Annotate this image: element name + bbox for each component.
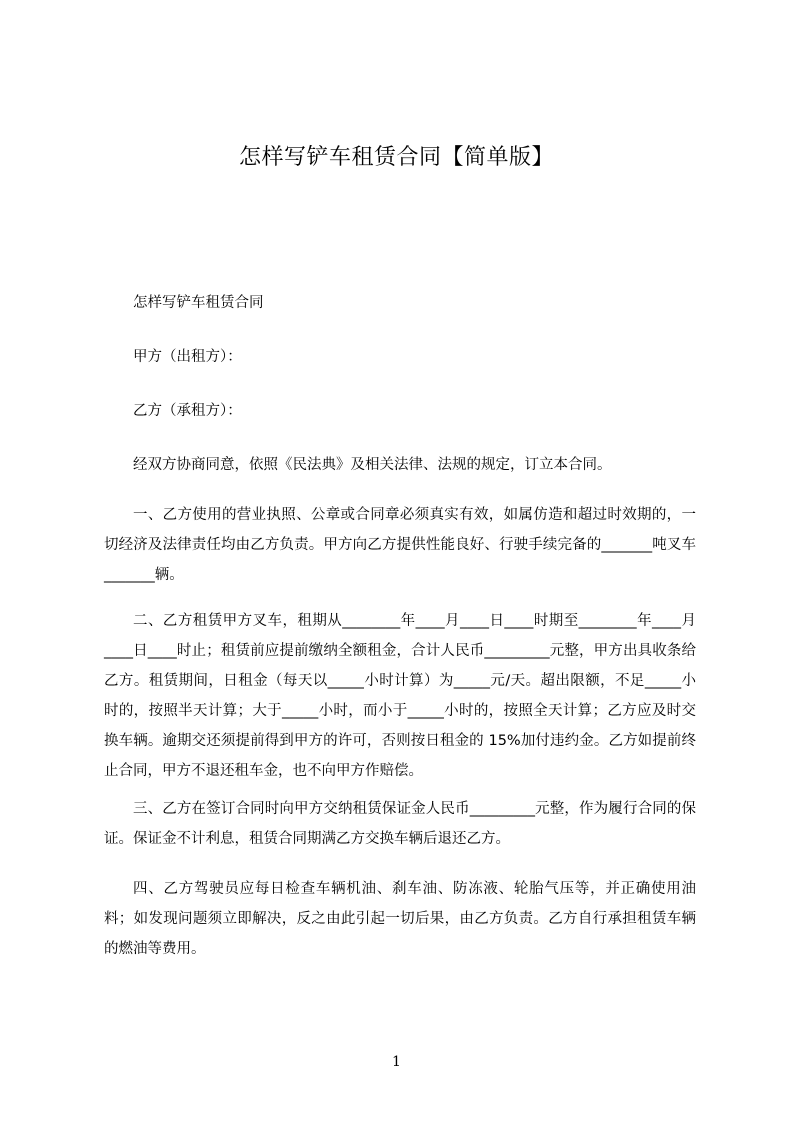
paragraph-heading: 怎样写铲车租赁合同 (133, 295, 264, 311)
paragraph-clause-1: 一、乙方使用的营业执照、公章或合同章必须真实有效，如属仿造和超过时效期的，一切经济及法律责任均由乙方负责。甲方向乙方提供性能良好、行驶手续完备的_______吨叉车_______辆。 (104, 507, 696, 583)
paragraph-clause-2: 二、乙方租赁甲方叉车，租期从________年____月____日____时期至________年____月____日____时止；租赁前应提前缴纳全额租金，合计人民币_________元整，甲方出具收条给乙方。租赁期间，日租金（每天以_____小时计算）为_____元/天。超出限额，不足_____小时的，按照半天计算；大于_____小时，而小于_____小时的，按照全天计算；乙方应及时交换车辆。逾期交还须提前得到甲方的许可，否则按日租金的 15%加付违约金。乙方如提前终止合同，甲方不退还租车金，也不向甲方作赔偿。 (104, 613, 696, 779)
paragraph-clause-4: 四、乙方驾驶员应每日检查车辆机油、刹车油、防冻液、轮胎气压等，并正确使用油料；如发现问题须立即解决，反之由此引起一切后果，由乙方负责。乙方自行承担租赁车辆的燃油等费用。 (104, 881, 696, 957)
paragraph-party-b: 乙方（承租方）： (133, 403, 242, 419)
paragraph-preamble: 经双方协商同意，依照《民法典》及相关法律、法规的规定，订立本合同。 (133, 457, 612, 473)
paragraph-clause-3: 三、乙方在签订合同时向甲方交纳租赁保证金人民币_________元整，作为履行合同的保证。保证金不计利息，租赁合同期满乙方交换车辆后退还乙方。 (104, 801, 696, 847)
page-number: 1 (392, 1054, 401, 1070)
document-title: 怎样写铲车租赁合同【简单版】 (238, 145, 554, 170)
paragraph-party-a: 甲方（出租方）： (133, 349, 242, 365)
